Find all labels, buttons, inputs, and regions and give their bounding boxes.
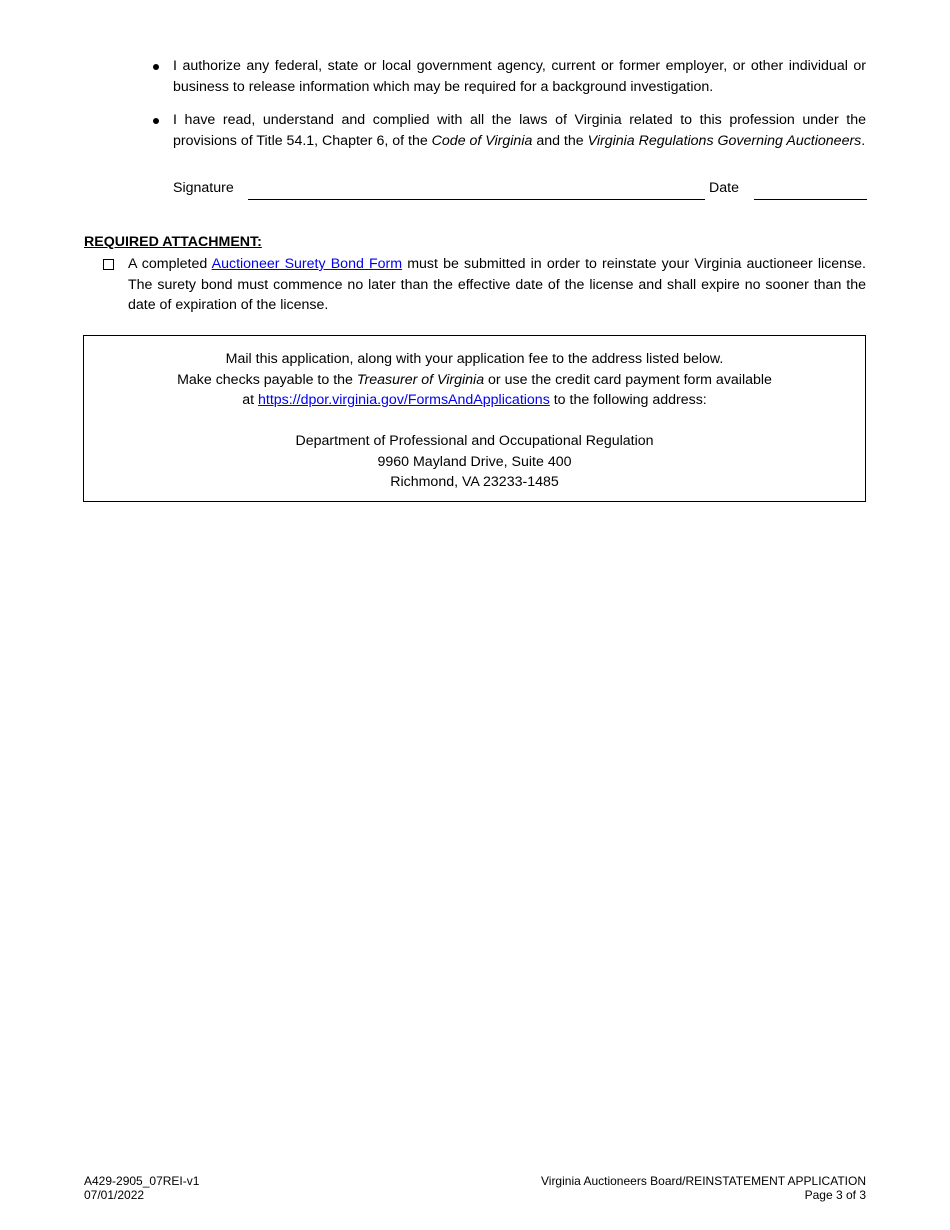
- form-date: 07/01/2022: [84, 1188, 145, 1202]
- date-label: Date: [709, 180, 739, 196]
- footer-right: [541, 1174, 866, 1202]
- signature-label: Signature: [173, 180, 234, 196]
- authorization-text: I authorize any federal, state or local government agency, current or former employer, or other individual or business to release information which may be required for a background investigation.: [173, 58, 866, 95]
- regulations-title: Virginia Regulations Governing Auctioneers: [587, 132, 862, 149]
- bullet-icon: [153, 118, 159, 124]
- page-number: Page 3 of 3: [804, 1188, 866, 1202]
- required-attachment-text: A completed Auctioneer Surety Bond Form must be submitted in order to reinstate your Virginia auctioneer license. The surety bond must commence no later than the effective date of the license and shall expire no sooner than the date of expiration of the license.: [128, 256, 866, 313]
- authorization-bullet: [150, 56, 866, 97]
- compliance-bullet: [150, 110, 866, 151]
- form-number: A429-2905_07REI-v1: [84, 1174, 200, 1188]
- signature-row: [173, 178, 867, 202]
- treasurer-name: Treasurer of Virginia: [356, 371, 485, 388]
- spacer: [84, 411, 865, 432]
- surety-bond-form-link[interactable]: Auctioneer Surety Bond Form: [211, 256, 403, 272]
- address-line-1: Department of Professional and Occupational Regulation: [295, 433, 654, 449]
- code-of-virginia-title: Code of Virginia: [431, 132, 533, 149]
- signature-field[interactable]: [248, 178, 705, 200]
- mail-line-3: at https://dpor.virginia.gov/FormsAndApplications to the following address:: [242, 392, 707, 408]
- forms-and-applications-link[interactable]: https://dpor.virginia.gov/FormsAndApplications: [258, 392, 550, 408]
- address-line-2: 9960 Mayland Drive, Suite 400: [377, 453, 572, 470]
- bullet-icon: [153, 64, 159, 70]
- mailing-instructions-box: [83, 335, 866, 502]
- board-title: Virginia Auctioneers Board/REINSTATEMENT APPLICATION: [540, 1174, 866, 1188]
- address-line-3: Richmond, VA 23233-1485: [390, 474, 559, 490]
- footer-left: [84, 1174, 199, 1202]
- attachment-checkbox[interactable]: [103, 259, 114, 270]
- required-attachment-heading: REQUIRED ATTACHMENT:: [84, 234, 262, 250]
- compliance-text: I have read, understand and complied with all the laws of Virginia related to this profession under the provisions of Title 54.1, Chapter 6, of the Code of Virginia and the Virginia Regulations Governing Auctioneers.: [173, 112, 866, 149]
- mail-line-2: Make checks payable to the Treasurer of Virginia or use the credit card payment form available: [177, 371, 772, 388]
- date-field[interactable]: [754, 178, 867, 200]
- mail-line-1: Mail this application, along with your application fee to the address listed below.: [225, 351, 724, 367]
